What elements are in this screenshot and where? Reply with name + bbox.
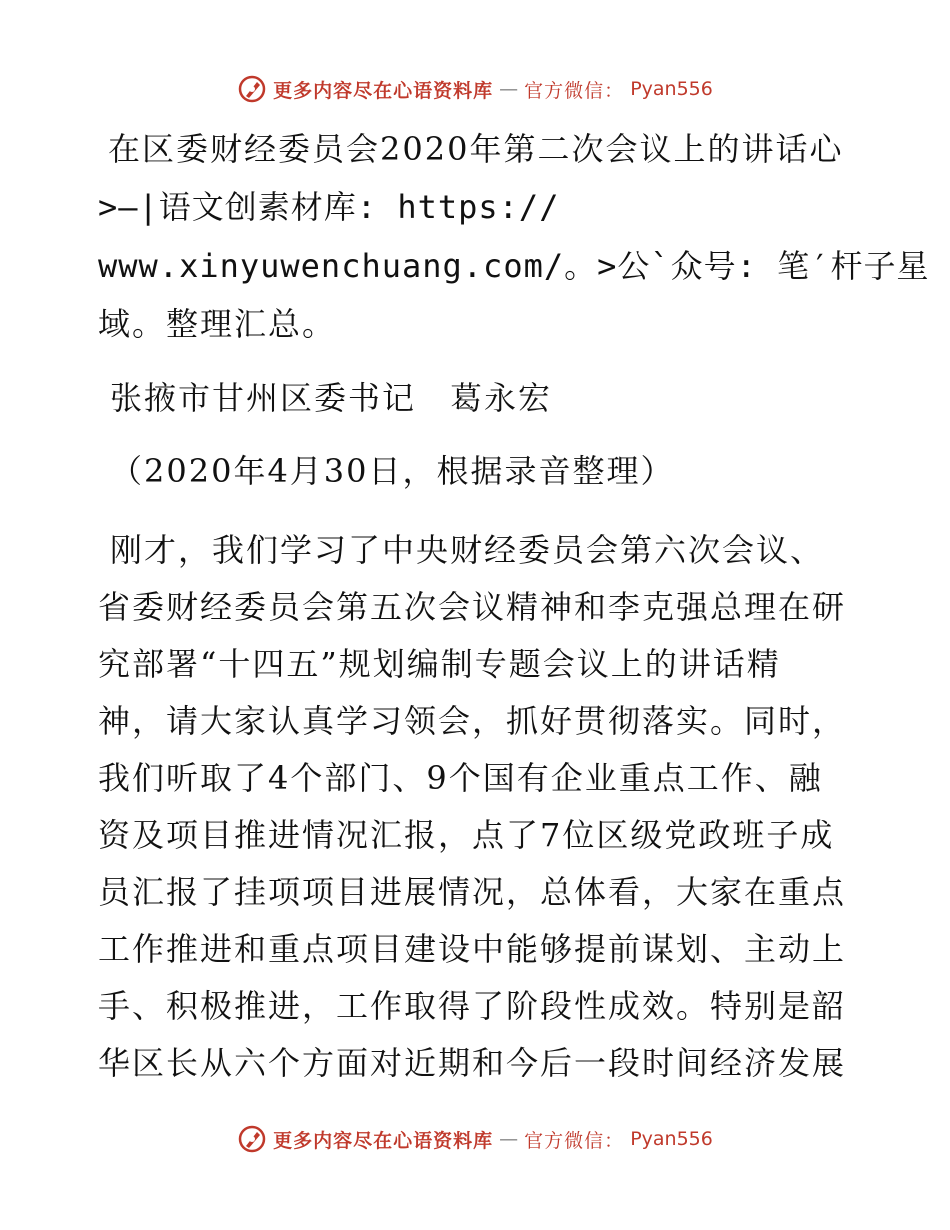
author-line: 张掖市甘州区委书记 葛永宏 (110, 379, 553, 417)
body-line: 员汇报了挂项项目进展情况，总体看，大家在重点 (98, 873, 847, 911)
watermark-dash: — (499, 1128, 519, 1150)
title-line-3: www.xinyuwenchuang.com/。>公`众号: 笔′杆子星 (98, 247, 930, 285)
body-line: 神，请大家认真学习领会，抓好贯彻落实。同时， (98, 702, 847, 740)
watermark-wechat-label: 官方微信： (524, 1129, 625, 1152)
body-line: 华区长从六个方面对近期和今后一段时间经济发展 (98, 1044, 847, 1082)
body-line: 刚才，我们学习了中央财经委员会第六次会议、 (110, 531, 825, 569)
body-line: 资及项目推进情况汇报，点了7位区级党政班子成 (98, 816, 835, 854)
footer-watermark (0, 1124, 950, 1154)
pen-logo-icon (237, 1124, 267, 1154)
watermark-wechat-id: Pyan556 (630, 78, 713, 100)
body-line: 究部署“十四五”规划编制专题会议上的讲话精 (98, 645, 781, 683)
pen-logo-icon (237, 74, 267, 104)
watermark-dash: — (499, 78, 519, 100)
watermark-wechat-id: Pyan556 (630, 1128, 713, 1150)
title-line-1: 在区委财经委员会2020年第二次会议上的讲话心 (108, 130, 844, 168)
watermark-wechat-label: 官方微信： (524, 79, 625, 102)
body-line: 工作推进和重点项目建设中能够提前谋划、主动上 (98, 930, 847, 968)
header-watermark (0, 74, 950, 104)
date-note: （2020年4月30日，根据录音整理） (110, 452, 675, 490)
watermark-text: 更多内容尽在心语资料库 (273, 79, 494, 102)
body-line: 我们听取了4个部门、9个国有企业重点工作、融 (98, 759, 823, 797)
title-line-2: >—|语文创素材库: https:// (98, 188, 560, 226)
watermark-text: 更多内容尽在心语资料库 (273, 1129, 494, 1152)
body-line: 省委财经委员会第五次会议精神和李克强总理在研 (98, 588, 847, 626)
body-line: 手、积极推进，工作取得了阶段性成效。特别是韶 (98, 987, 847, 1025)
title-line-4: 域。整理汇总。 (98, 305, 337, 343)
